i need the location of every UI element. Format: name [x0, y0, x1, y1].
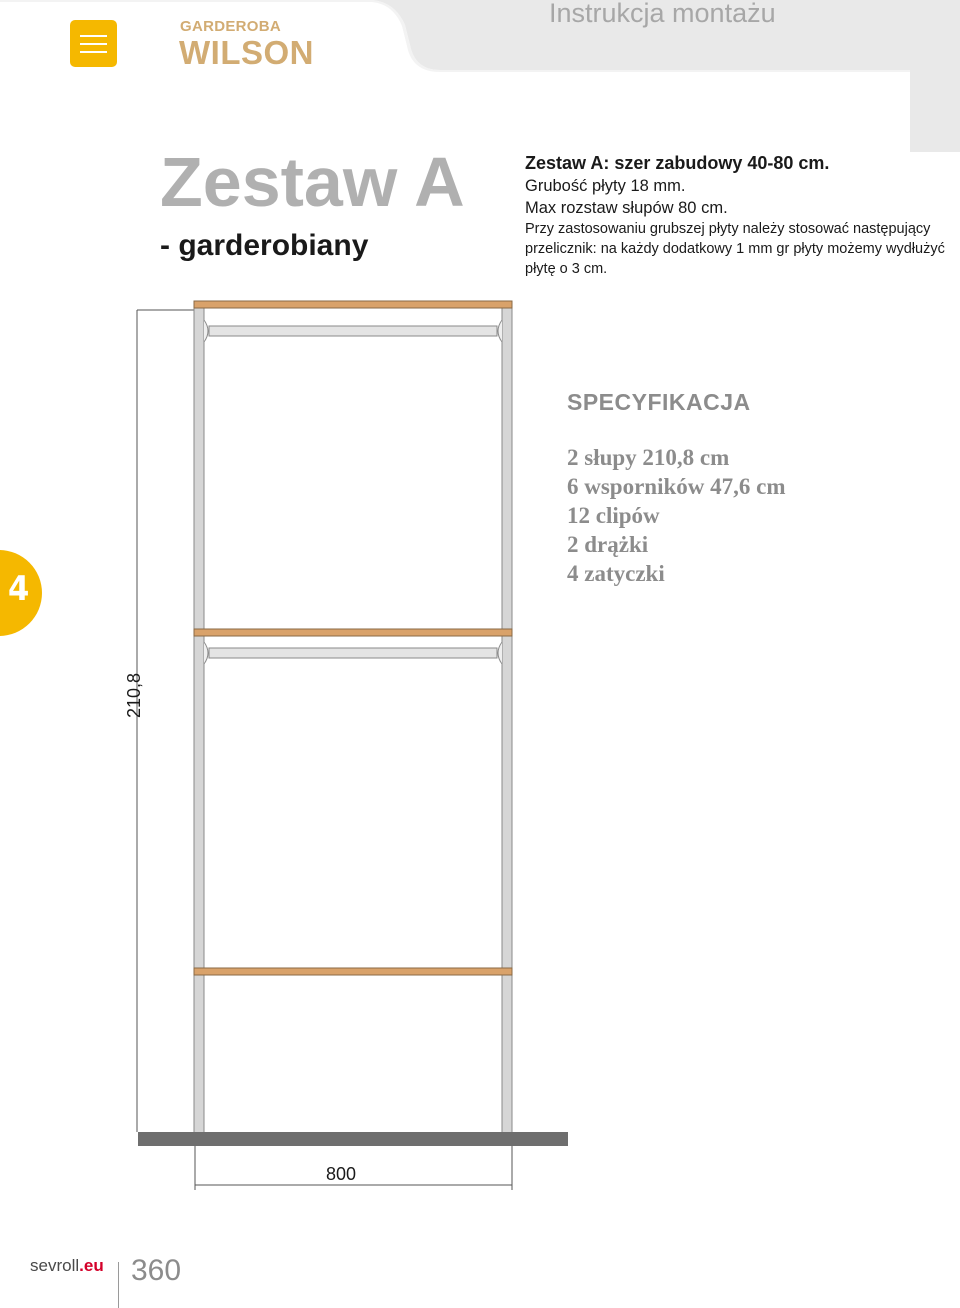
description-line-width: Zestaw A: szer zabudowy 40-80 cm.: [525, 153, 830, 173]
brand-category: GARDEROBA: [180, 18, 282, 35]
height-dimension-label: 210,8: [124, 672, 144, 718]
menu-line: [80, 51, 107, 53]
logo-main: sevroll: [30, 1256, 80, 1275]
set-subtitle: - garderobiany: [160, 229, 369, 262]
set-title: Zestaw A: [160, 143, 465, 221]
spec-item: 2 słupy 210,8 cm: [567, 445, 730, 470]
brand-name: WILSON: [179, 34, 314, 71]
menu-line: [80, 43, 107, 45]
assembly-drawing: [0, 290, 960, 1210]
hanging-rail-top: [209, 326, 497, 336]
logo-dot: .: [79, 1256, 84, 1275]
upright-left: [194, 308, 204, 1134]
footer-logo: [30, 1256, 104, 1276]
shelf-middle: [194, 629, 512, 636]
description-line-spacing: Max rozstaw słupów 80 cm.: [525, 199, 728, 217]
shelf-top: [194, 301, 512, 308]
logo-tld: eu: [83, 1256, 104, 1275]
chapter-number: 4: [8, 569, 30, 609]
rail-bracket-left: [204, 642, 208, 664]
header-background: [0, 0, 960, 152]
shelf-bottom: [194, 968, 512, 975]
rail-bracket-right: [498, 320, 502, 342]
spec-item: 4 zatyczki: [567, 561, 665, 586]
page-number: 360: [131, 1254, 182, 1287]
rail-bracket-right: [498, 642, 502, 664]
upright-right: [502, 308, 512, 1134]
floor-line: [138, 1132, 568, 1146]
spec-item: 12 clipów: [567, 503, 660, 528]
rail-bracket-left: [204, 320, 208, 342]
menu-line: [80, 35, 107, 37]
set-description: [525, 152, 945, 279]
specification-title: SPECYFIKACJA: [567, 389, 751, 415]
footer-divider: [118, 1262, 119, 1308]
header-title: Instrukcja montażu: [549, 0, 776, 28]
spec-item: 6 wsporników 47,6 cm: [567, 474, 786, 499]
specification-list: [567, 443, 786, 588]
hanging-rail-middle: [209, 648, 497, 658]
description-line-note: Przy zastosowaniu grubszej płyty należy stosować następujący przelicznik: na każdy dodatkowy 1 mm gr płyty możemy wydłużyć płytę o 3 cm.: [525, 221, 945, 277]
width-dimension-label: 800: [325, 1164, 357, 1184]
description-line-thickness: Grubość płyty 18 mm.: [525, 177, 686, 195]
hamburger-menu-icon[interactable]: [70, 20, 117, 67]
spec-item: 2 drążki: [567, 532, 649, 557]
